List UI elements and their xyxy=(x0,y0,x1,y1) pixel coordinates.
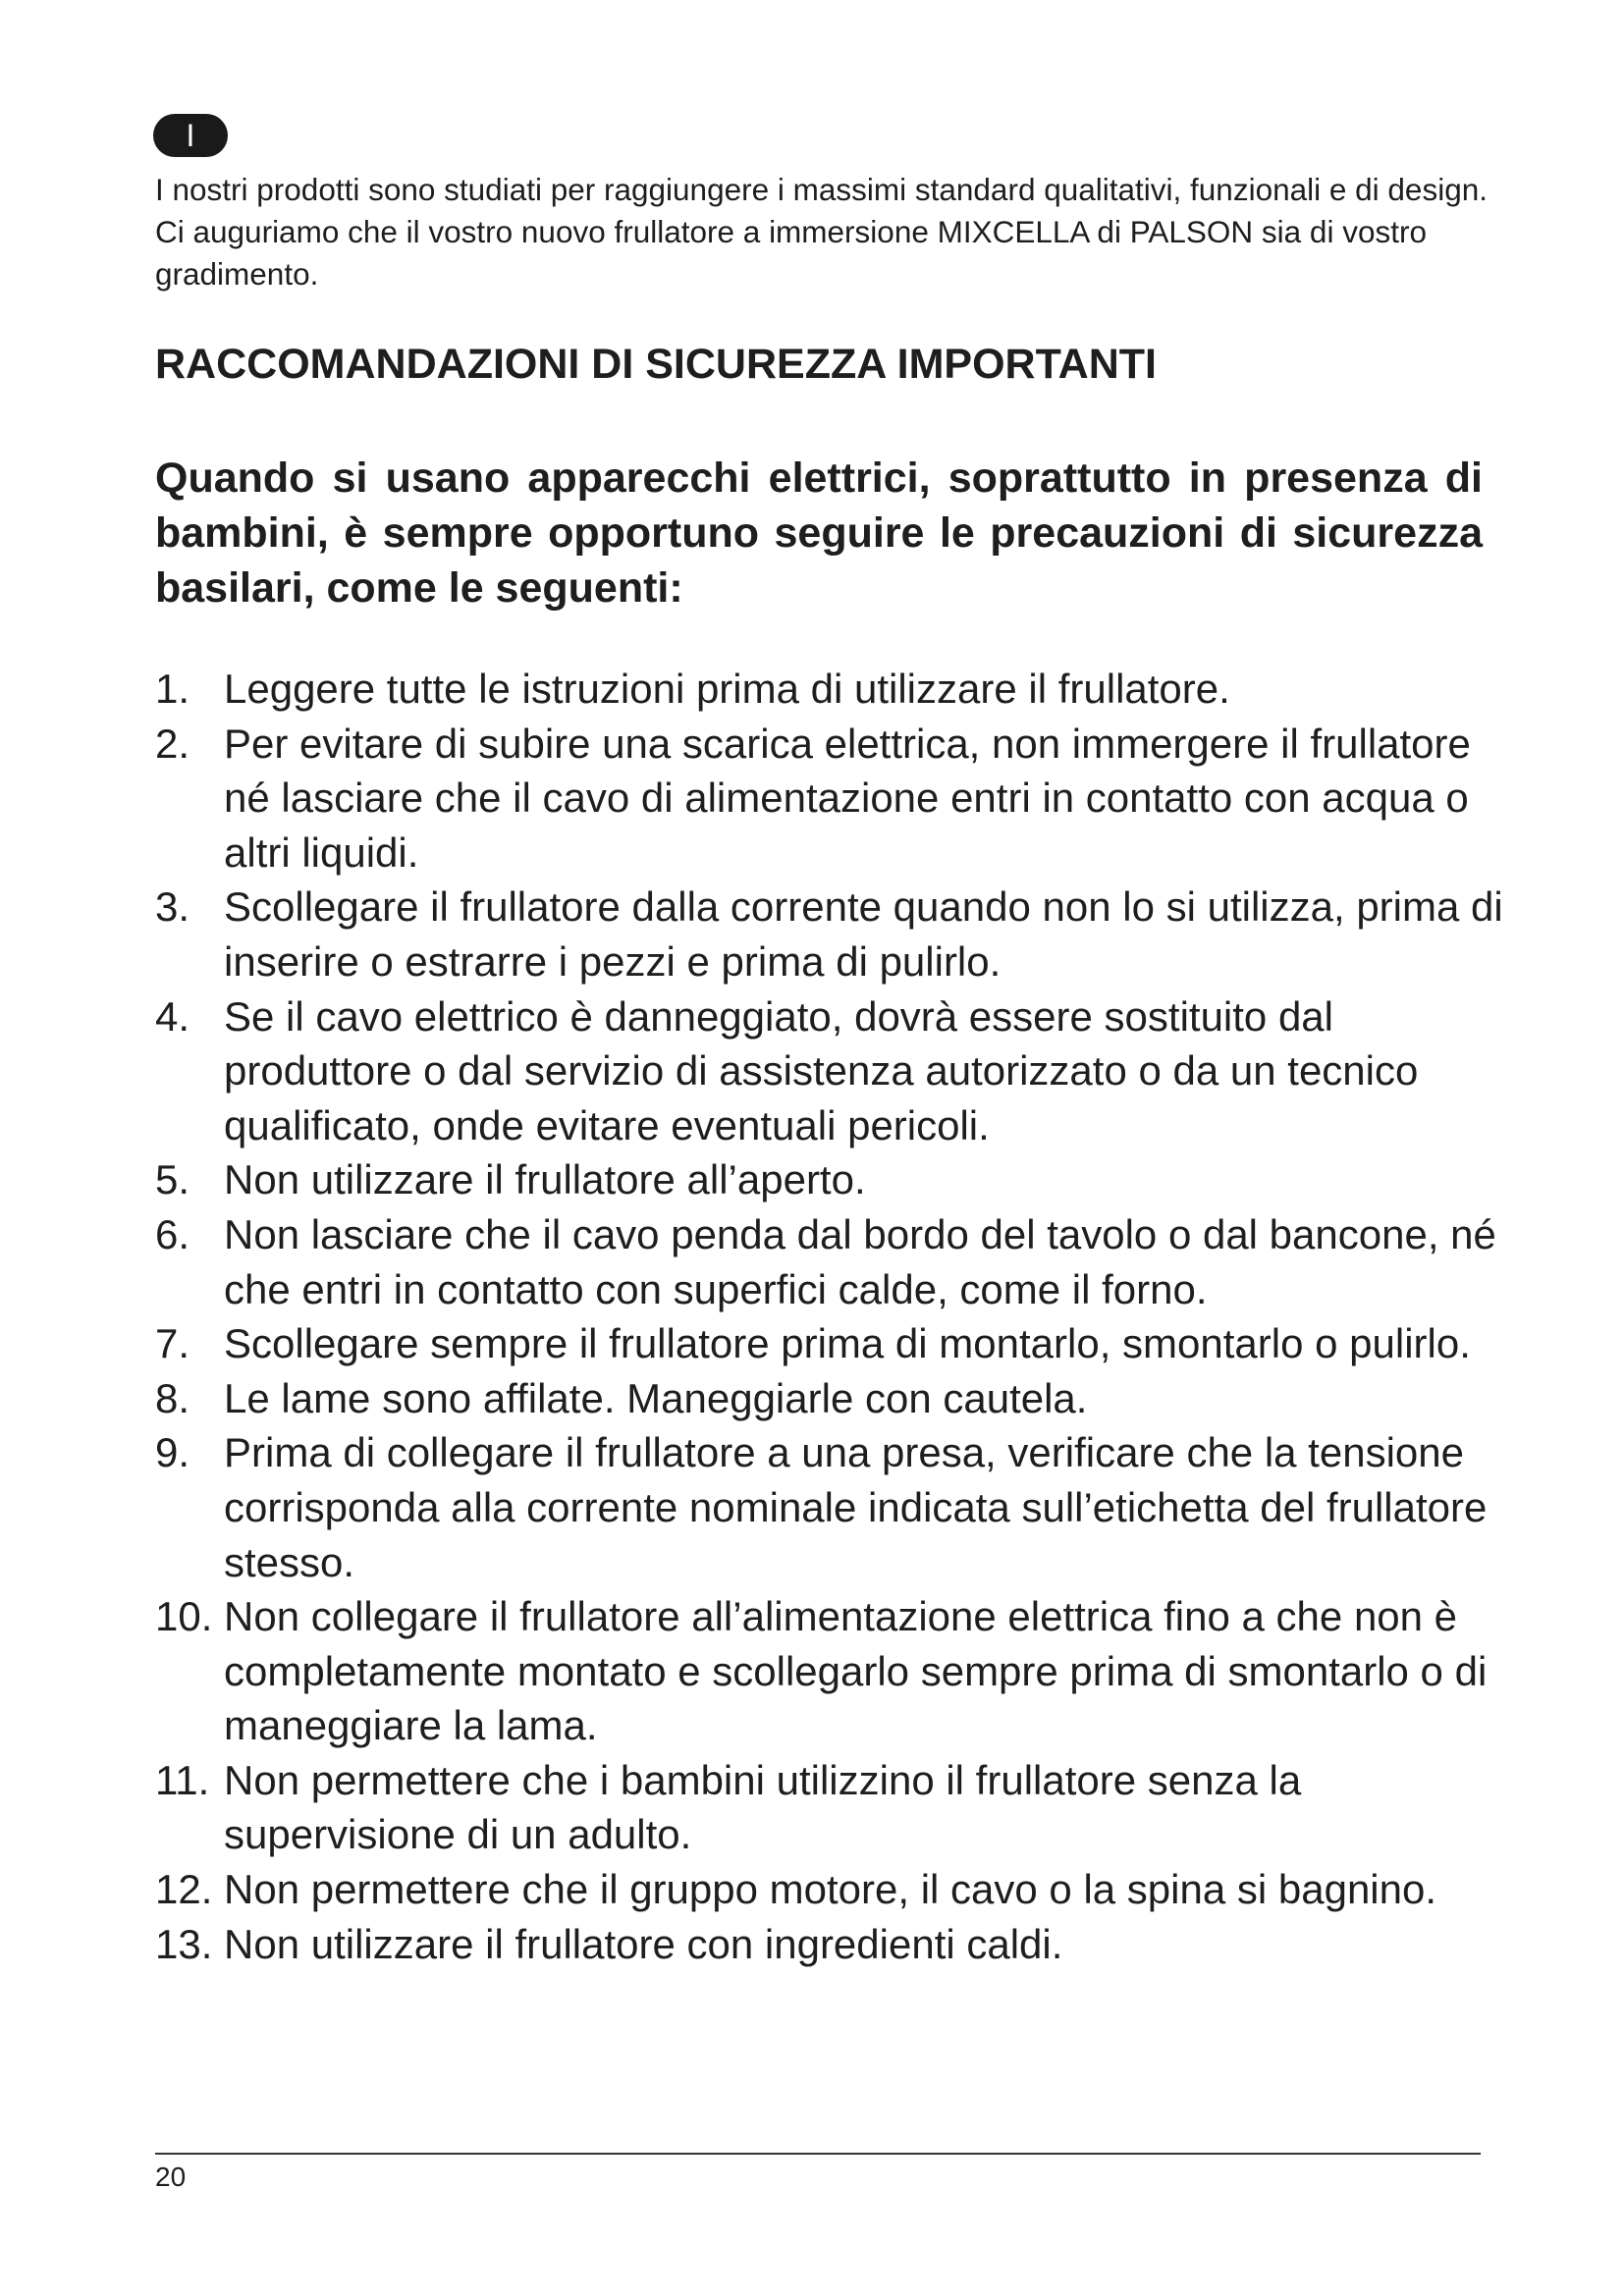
list-item-number: 2. xyxy=(155,720,190,767)
list-item xyxy=(155,1316,1510,1371)
list-item-number: 8. xyxy=(155,1374,190,1421)
list-item-text: Scollegare sempre il frullatore prima di montarlo, smontarlo o pulirlo. xyxy=(224,1320,1471,1367)
list-item-text: Leggere tutte le istruzioni prima di utilizzare il frullatore. xyxy=(224,666,1230,712)
list-item-text: Non collegare il frullatore all’alimentazione elettrica fino a che non è completamente montato e scollegarlo sempre prima di smontarlo o di maneggiare la lama. xyxy=(224,1593,1488,1749)
list-item-text: Per evitare di subire una scarica elettrica, non immergere il frullatore né lasciare che il cavo di alimentazione entri in contatto con acqua o altri liquidi. xyxy=(224,720,1471,876)
list-item-text: Le lame sono affilate. Maneggiarle con cautela. xyxy=(224,1374,1088,1421)
page-number: 20 xyxy=(155,2162,187,2192)
list-item xyxy=(155,662,1510,717)
list-item-text: Non utilizzare il frullatore all’aperto. xyxy=(224,1156,866,1203)
list-item-number: 11. xyxy=(155,1756,210,1803)
list-item-text: Non permettere che il gruppo motore, il cavo o la spina si bagnino. xyxy=(224,1866,1437,1913)
section-heading: RACCOMANDAZIONI DI SICUREZZA IMPORTANTI xyxy=(155,341,1157,388)
list-item-number: 3. xyxy=(155,883,190,931)
list-item-text: Prima di collegare il frullatore a una presa, verificare che la tensione corrisponda alla corrente nominale indicata sull’etichetta del frullatore stesso. xyxy=(224,1429,1488,1585)
list-item-number: 5. xyxy=(155,1156,190,1203)
list-item-number: 9. xyxy=(155,1429,190,1476)
list-item xyxy=(155,1589,1510,1753)
list-item-number: 6. xyxy=(155,1210,190,1257)
list-item xyxy=(155,1862,1510,1917)
list-item xyxy=(155,1425,1510,1589)
list-item xyxy=(155,1207,1510,1316)
safety-rules-list xyxy=(155,662,1510,1971)
list-item-number: 4. xyxy=(155,992,190,1040)
list-item-text: Scollegare il frullatore dalla corrente quando non lo si utilizza, prima di inserire o estrarre i pezzi e prima di pulirlo. xyxy=(224,883,1503,985)
list-item xyxy=(155,989,1510,1153)
list-item-number: 10. xyxy=(155,1593,213,1640)
intro-paragraph: I nostri prodotti sono studiati per raggiungere i massimi standard qualitativi, funzionali e di design. Ci auguriamo che il vostro nuovo frullatore a immersione MIXCELLA di PALSON sia di vostro gradimento. xyxy=(155,172,1488,292)
list-item-text: Non lasciare che il cavo penda dal bordo del tavolo o dal bancone, né che entri in contatto con superfici calde, come il forno. xyxy=(224,1210,1496,1312)
list-item xyxy=(155,1152,1510,1207)
safety-lead-paragraph: Quando si usano apparecchi elettrici, soprattutto in presenza di bambini, è sempre opportuno seguire le precauzioni di sicurezza basilari, come le seguenti: xyxy=(155,454,1483,612)
footer-divider xyxy=(155,2153,1481,2155)
list-item-number: 12. xyxy=(155,1866,213,1913)
list-item xyxy=(155,880,1510,988)
list-item xyxy=(155,1371,1510,1426)
list-item-text: Non utilizzare il frullatore con ingredienti caldi. xyxy=(224,1920,1063,1967)
list-item xyxy=(155,1753,1510,1862)
list-item xyxy=(155,1917,1510,1972)
list-item-number: 1. xyxy=(155,666,190,712)
language-badge: I xyxy=(153,114,228,157)
list-item-text: Non permettere che i bambini utilizzino il frullatore senza la supervisione di un adulto. xyxy=(224,1756,1302,1858)
list-item-text: Se il cavo elettrico è danneggiato, dovrà essere sostituito dal produttore o dal servizio di assistenza autorizzato o da un tecnico qualificato, onde evitare eventuali pericoli. xyxy=(224,992,1419,1148)
list-item xyxy=(155,717,1510,881)
list-item-number: 7. xyxy=(155,1320,190,1367)
list-item-number: 13. xyxy=(155,1920,213,1967)
